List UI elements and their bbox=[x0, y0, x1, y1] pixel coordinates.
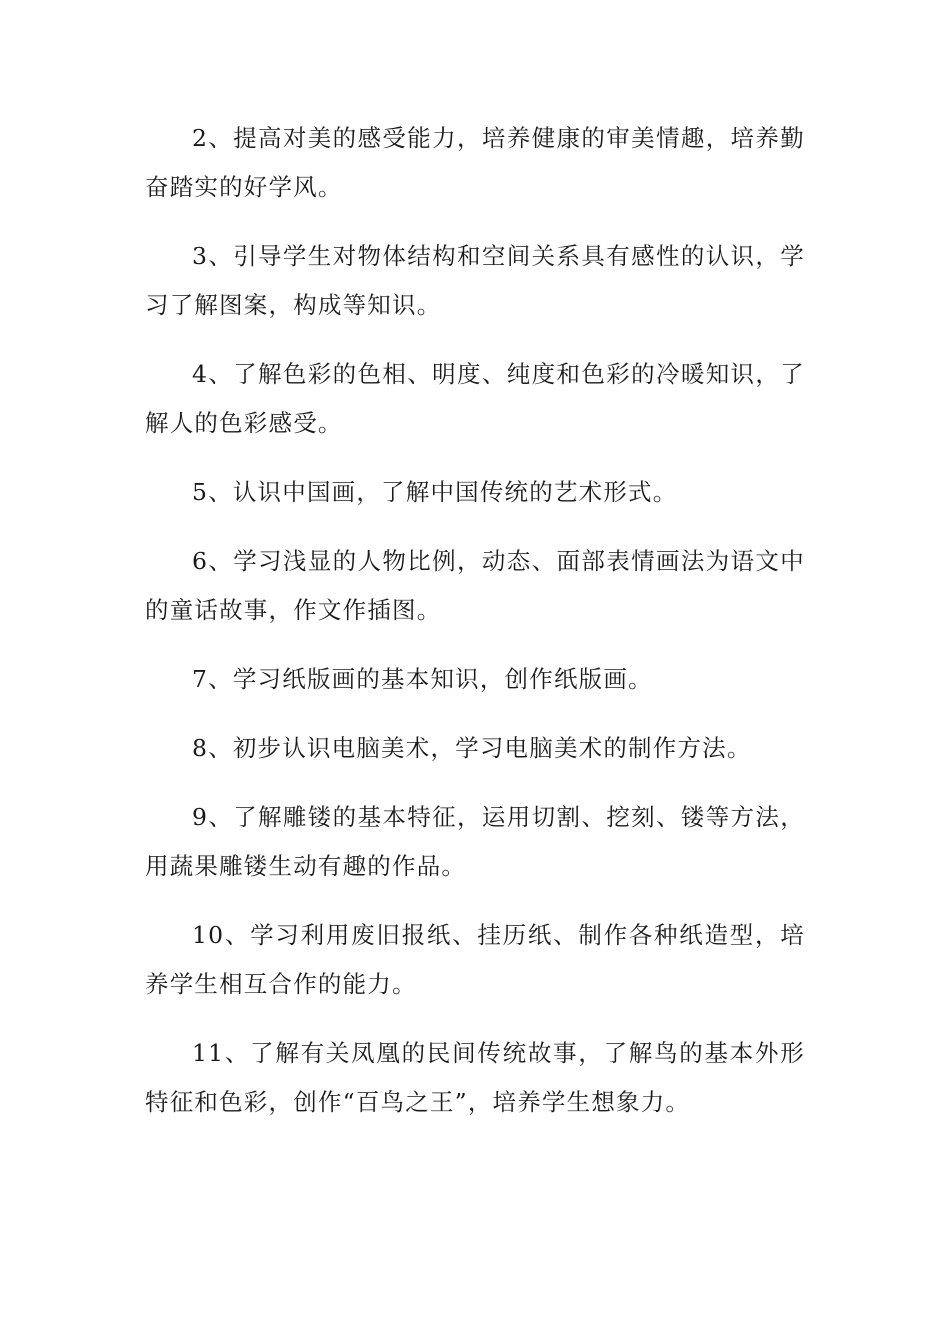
document-body bbox=[145, 114, 805, 1147]
paragraph-item-9: 9、了解雕镂的基本特征，运用切割、挖刻、镂等方法，用蔬果雕镂生动有趣的作品。 bbox=[145, 803, 805, 880]
paragraph-item-3: 3、引导学生对物体结构和空间关系具有感性的认识，学习了解图案，构成等知识。 bbox=[145, 242, 805, 319]
paragraph-item-11: 11、了解有关凤凰的民间传统故事，了解鸟的基本外形特征和色彩，创作“百鸟之王”，培养学生想象力。 bbox=[145, 1039, 805, 1116]
paragraph-item-5: 5、认识中国画，了解中国传统的艺术形式。 bbox=[192, 478, 678, 506]
paragraph-item-7: 7、学习纸版画的基本知识，创作纸版画。 bbox=[192, 665, 653, 693]
paragraph-item-8: 8、初步认识电脑美术，学习电脑美术的制作方法。 bbox=[192, 734, 752, 762]
paragraph-item-6: 6、学习浅显的人物比例，动态、面部表情画法为语文中的童话故事，作文作插图。 bbox=[145, 547, 805, 624]
paragraph-item-4: 4、了解色彩的色相、明度、纯度和色彩的冷暖知识，了解人的色彩感受。 bbox=[145, 360, 805, 437]
paragraph-item-2: 2、提高对美的感受能力，培养健康的审美情趣，培养勤奋踏实的好学风。 bbox=[145, 124, 805, 201]
paragraph-item-10: 10、学习利用废旧报纸、挂历纸、制作各种纸造型，培养学生相互合作的能力。 bbox=[145, 921, 805, 998]
